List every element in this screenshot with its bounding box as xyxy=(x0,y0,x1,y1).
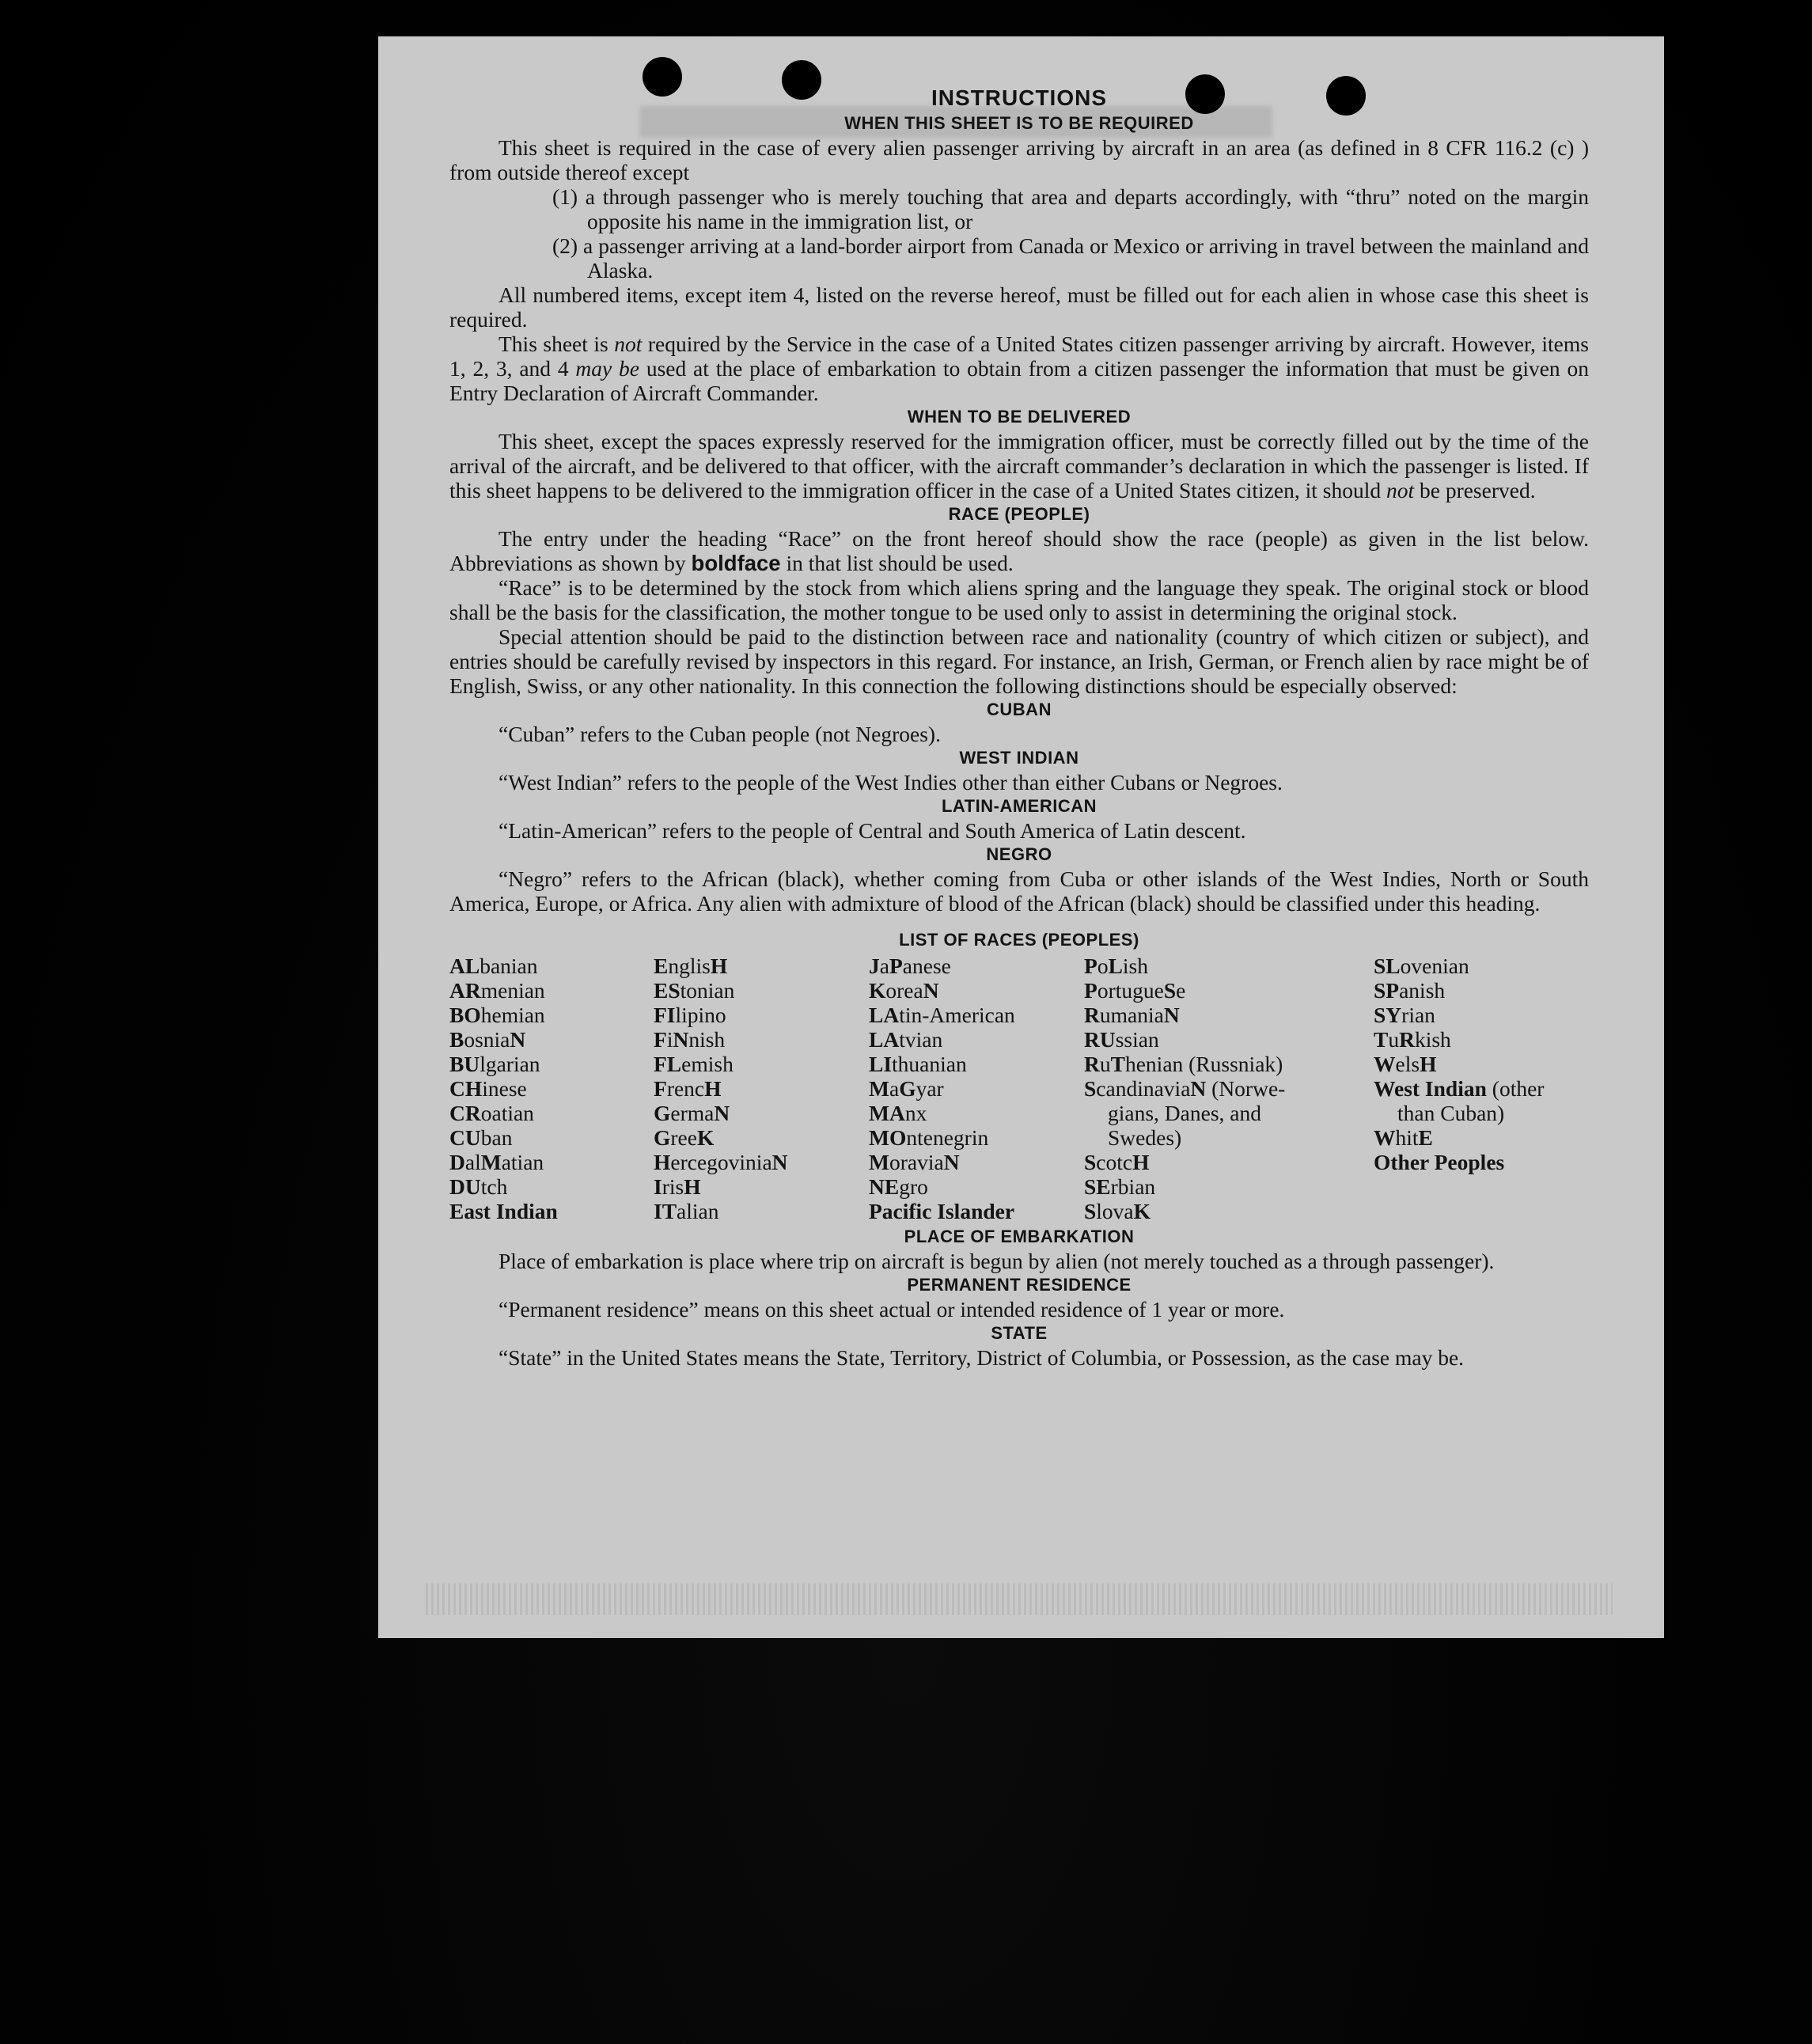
race-name-part: alian xyxy=(677,1199,719,1223)
race-name-part: (other xyxy=(1486,1076,1545,1101)
race-name-part: tvian xyxy=(899,1027,943,1052)
race-abbrev: N xyxy=(771,1150,788,1174)
heading-embarkation: PLACE OF EMBARKATION xyxy=(904,1227,1135,1246)
race-abbrev: F xyxy=(654,1076,667,1101)
text-run: This sheet is xyxy=(498,332,615,356)
race-entry xyxy=(654,1076,869,1101)
race-entry xyxy=(869,1174,1084,1199)
race-entry xyxy=(869,1052,1084,1076)
race-abbrev: M xyxy=(480,1150,502,1174)
race-abbrev: L xyxy=(1108,954,1123,978)
race-entry xyxy=(869,1199,1084,1223)
race-entry xyxy=(1374,1101,1589,1125)
race-name-part: tch xyxy=(480,1174,508,1199)
exception-item-2: (2) a passenger arriving at a land-border airport from Canada or Mexico or arriving in travel between the mainland and Alaska. xyxy=(552,233,1589,283)
race-name-part: rian xyxy=(1401,1003,1435,1027)
race-name-part: banian xyxy=(480,954,538,978)
cuban-text: “Cuban” refers to the Cuban people (not Negroes). xyxy=(498,722,941,746)
race-name-part: anese xyxy=(902,954,951,978)
race-abbrev: CU xyxy=(449,1125,481,1150)
race-abbrev: N xyxy=(714,1101,730,1125)
race-entry xyxy=(1374,954,1589,978)
race-name-part: henian (Russniak) xyxy=(1124,1052,1283,1076)
race-entry xyxy=(1084,1076,1374,1101)
race-abbrev: K xyxy=(869,978,886,1003)
race-name-part: nglis xyxy=(668,954,711,978)
race-abbrev: R xyxy=(1084,1052,1100,1076)
race-entry xyxy=(1084,1150,1374,1174)
heading-permanent-residence: PERMANENT RESIDENCE xyxy=(907,1275,1132,1295)
heading-negro: NEGRO xyxy=(986,844,1052,864)
race-name-part: al xyxy=(464,1150,481,1174)
heading-when-required: WHEN THIS SHEET IS TO BE REQUIRED xyxy=(844,113,1194,133)
heading-latin-american: LATIN-AMERICAN xyxy=(941,796,1097,816)
race-entry xyxy=(869,978,1084,1003)
race-abbrev: MA xyxy=(869,1101,905,1125)
residence-text: “Permanent residence” means on this sheet actual or intended residence of 1 year or more. xyxy=(498,1297,1285,1322)
race-abbrev: G xyxy=(899,1076,916,1101)
race-abbrev: N xyxy=(1190,1076,1207,1101)
instruction-sheet xyxy=(378,36,1664,1638)
when-required-intro: This sheet is required in the case of every alien passenger arriving by aircraft in an area (as defined in 8 CFR 116.2 (c) ) from outside thereof except xyxy=(449,135,1589,184)
race-abbrev: SL xyxy=(1374,954,1401,978)
race-name-part: menian xyxy=(480,978,545,1003)
race-entry xyxy=(1374,1150,1589,1174)
race-abbrev: W xyxy=(1374,1052,1396,1076)
race-name-part: lova xyxy=(1096,1199,1134,1223)
race-entry xyxy=(654,1027,869,1052)
instructions-body xyxy=(449,85,1589,1370)
race-abbrev: H xyxy=(1420,1052,1437,1076)
race-entry xyxy=(869,1101,1084,1125)
race-abbrev: H xyxy=(684,1174,701,1199)
race-abbrev: CR xyxy=(449,1101,481,1125)
race-entry xyxy=(449,1174,654,1199)
race-name-part: cotc xyxy=(1096,1150,1133,1174)
race-name-part: tin-American xyxy=(899,1003,1015,1027)
race-name-part: ntenegrin xyxy=(906,1125,989,1150)
race-name-part: ban xyxy=(480,1125,513,1150)
race-entry xyxy=(869,1003,1084,1027)
race-abbrev: I xyxy=(654,1174,662,1199)
race-abbrev: G xyxy=(654,1125,671,1150)
race-abbrev: RU xyxy=(1084,1027,1116,1052)
race-entry xyxy=(654,1174,869,1199)
heading-when-delivered: WHEN TO BE DELIVERED xyxy=(907,407,1132,427)
race-entry xyxy=(449,1101,654,1125)
race-name-part: ris xyxy=(661,1174,684,1199)
race-name-part: Swedes) xyxy=(1108,1125,1182,1150)
race-entry xyxy=(869,1027,1084,1052)
exception-item-1: (1) a through passenger who is merely touching that area and departs accordingly, with “thru” noted on the margin opposite his name in the immigration list, or xyxy=(552,184,1589,233)
heading-cuban: CUBAN xyxy=(987,700,1052,719)
when-required-para-2: All numbered items, except item 4, listed on the reverse hereof, must be filled out for each alien in whose case this sheet is required. xyxy=(449,283,1589,332)
race-abbrev: LI xyxy=(869,1052,893,1076)
race-entry xyxy=(654,978,869,1003)
race-name-part: thuanian xyxy=(892,1052,967,1076)
race-entry xyxy=(449,1003,654,1027)
race-abbrev: SP xyxy=(1374,978,1400,1003)
text-run: used at the place of embarkation to obtain from a citizen passenger the information that must be given on Entry Declaration of Aircraft Commander. xyxy=(449,356,1589,405)
boldface-word: boldface xyxy=(691,551,781,575)
heading-state: STATE xyxy=(991,1323,1048,1343)
race-abbrev: T xyxy=(1110,1052,1125,1076)
race-name-part: emish xyxy=(681,1052,734,1076)
race-name-part: hemian xyxy=(480,1003,545,1027)
race-abbrev: Pacific Islander xyxy=(869,1199,1015,1223)
race-para-1 xyxy=(449,526,1589,575)
races-column xyxy=(1374,954,1589,1223)
emphasis-not: not xyxy=(1386,478,1415,502)
negro-text: “Negro” refers to the African (black), whether coming from Cuba or other islands of the West Indies, North or South America, Europe, or Africa. Any alien with admixture of blood of the African (black) should be classified under this heading. xyxy=(449,867,1589,916)
race-abbrev: SY xyxy=(1374,1003,1402,1027)
race-abbrev: Other Peoples xyxy=(1374,1150,1505,1174)
race-abbrev: M xyxy=(869,1150,889,1174)
race-entry xyxy=(654,1052,869,1076)
race-abbrev: East Indian xyxy=(449,1199,558,1223)
race-name-part: yar xyxy=(915,1076,944,1101)
race-abbrev: ES xyxy=(654,978,680,1003)
race-abbrev: N xyxy=(923,978,939,1003)
race-abbrev: LA xyxy=(869,1027,900,1052)
when-delivered-text xyxy=(449,429,1589,502)
race-name-part: rbian xyxy=(1110,1174,1156,1199)
race-name-part: (Norwe- xyxy=(1206,1076,1286,1101)
faded-footer-print xyxy=(426,1583,1613,1615)
race-entry xyxy=(1374,978,1589,1003)
race-name-part: gro xyxy=(899,1174,928,1199)
race-entry xyxy=(1084,954,1374,978)
race-name-part: a xyxy=(889,1076,900,1101)
race-name-part: ree xyxy=(670,1125,697,1150)
heading-list-of-races: LIST OF RACES (PEOPLES) xyxy=(899,930,1139,950)
race-name-part: osnia xyxy=(464,1027,510,1052)
race-name-part: ercegovinia xyxy=(670,1150,772,1174)
race-entry xyxy=(1084,1101,1374,1125)
race-name-part: than Cuban) xyxy=(1397,1101,1505,1125)
race-abbrev: P xyxy=(1084,978,1097,1003)
race-name-part: kish xyxy=(1414,1027,1451,1052)
race-entry xyxy=(654,1125,869,1150)
race-abbrev: E xyxy=(654,954,669,978)
race-abbrev: N xyxy=(673,1027,689,1052)
race-abbrev: AL xyxy=(449,954,480,978)
race-entry xyxy=(449,954,654,978)
race-name-part: renc xyxy=(666,1076,705,1101)
race-entry xyxy=(449,978,654,1003)
race-entry xyxy=(449,1027,654,1052)
race-entry xyxy=(1084,1174,1374,1199)
race-abbrev: SE xyxy=(1084,1174,1111,1199)
race-name-part: a xyxy=(879,954,889,978)
race-abbrev: N xyxy=(1163,1003,1180,1027)
races-list xyxy=(449,954,1589,1223)
race-entry xyxy=(654,1199,869,1223)
races-column xyxy=(869,954,1084,1223)
race-abbrev: T xyxy=(1374,1027,1389,1052)
race-abbrev: BU xyxy=(449,1052,480,1076)
race-entry xyxy=(1374,1027,1589,1052)
race-name-part: gians, Danes, and xyxy=(1108,1101,1261,1125)
race-abbrev: FI xyxy=(654,1003,676,1027)
race-entry xyxy=(1084,1052,1374,1076)
race-entry xyxy=(449,1199,654,1223)
race-abbrev: P xyxy=(889,954,903,978)
race-abbrev: AR xyxy=(449,978,481,1003)
race-name-part: hit xyxy=(1395,1125,1419,1150)
race-abbrev: H xyxy=(710,954,728,978)
races-column xyxy=(1084,954,1374,1223)
race-abbrev: S xyxy=(1084,1199,1097,1223)
race-abbrev: N xyxy=(510,1027,526,1052)
race-entry xyxy=(449,1125,654,1150)
race-abbrev: B xyxy=(449,1027,464,1052)
race-name-part: nish xyxy=(688,1027,726,1052)
race-abbrev: K xyxy=(1133,1199,1151,1223)
text-run: be preserved. xyxy=(1414,478,1536,502)
race-abbrev: K xyxy=(696,1125,715,1150)
races-column xyxy=(654,954,869,1223)
race-abbrev: IT xyxy=(654,1199,677,1223)
race-name-part: oatian xyxy=(480,1101,534,1125)
race-abbrev: J xyxy=(869,954,880,978)
race-name-part: candinavia xyxy=(1096,1076,1191,1101)
race-name-part: anish xyxy=(1399,978,1446,1003)
race-abbrev: H xyxy=(654,1150,671,1174)
race-abbrev: MO xyxy=(869,1125,907,1150)
text-run: This sheet, except the spaces expressly reserved for the immigration officer, must be correctly filled out by the time of the arrival of the aircraft, and be delivered to that officer, with the aircraft commander’s declaration in which the passenger is listed. If this sheet happens to be delivered to the immigration officer in the case of a United States citizen, it should xyxy=(449,429,1589,502)
race-name-part: nx xyxy=(904,1101,927,1125)
when-required-para-3 xyxy=(449,332,1589,405)
text-run: The entry under the heading “Race” on the front hereof should show the race (people) as given in the list below. Abbreviations as shown by xyxy=(449,526,1589,575)
race-entry xyxy=(869,954,1084,978)
race-entry xyxy=(1374,1076,1589,1101)
race-name-part: i xyxy=(666,1027,673,1052)
race-abbrev: H xyxy=(704,1076,722,1101)
page-title: INSTRUCTIONS xyxy=(931,85,1107,110)
race-abbrev: S xyxy=(1084,1150,1097,1174)
heading-west-indian: WEST INDIAN xyxy=(959,748,1079,768)
emphasis-not: not xyxy=(614,332,643,356)
race-entry xyxy=(1084,1125,1374,1150)
race-entry xyxy=(1084,1027,1374,1052)
race-abbrev: H xyxy=(1132,1150,1150,1174)
race-entry xyxy=(1374,1125,1589,1150)
race-entry xyxy=(869,1076,1084,1101)
race-name-part: umania xyxy=(1099,1003,1164,1027)
race-name-part: erma xyxy=(670,1101,715,1125)
race-entry xyxy=(1084,978,1374,1003)
race-name-part: o xyxy=(1097,954,1109,978)
race-abbrev: R xyxy=(1084,1003,1100,1027)
race-name-part: tonian xyxy=(680,978,735,1003)
race-abbrev: D xyxy=(449,1150,465,1174)
race-abbrev: R xyxy=(1399,1027,1415,1052)
race-abbrev: P xyxy=(1084,954,1097,978)
race-name-part: atian xyxy=(501,1150,544,1174)
race-abbrev: M xyxy=(869,1076,889,1101)
race-abbrev: W xyxy=(1374,1125,1396,1150)
emphasis-may-be: may be xyxy=(575,356,640,381)
race-name-part: oravia xyxy=(889,1150,944,1174)
embarkation-text: Place of embarkation is place where trip on aircraft is begun by alien (not merely touched as a through passenger). xyxy=(498,1249,1495,1273)
west-indian-text: “West Indian” refers to the people of the West Indies other than either Cubans or Negroes. xyxy=(498,770,1283,794)
race-para-2: “Race” is to be determined by the stock from which aliens spring and the language they speak. The original stock or blood shall be the basis for the classification, the mother tongue to be used only to assist in determining the original stock. xyxy=(449,575,1589,624)
race-entry xyxy=(449,1076,654,1101)
race-entry xyxy=(1084,1199,1374,1223)
race-abbrev: DU xyxy=(449,1174,481,1199)
race-abbrev: S xyxy=(1084,1076,1097,1101)
race-abbrev: LA xyxy=(869,1003,900,1027)
race-abbrev: N xyxy=(943,1150,960,1174)
state-text: “State” in the United States means the State, Territory, District of Columbia, or Possession, as the case may be. xyxy=(498,1345,1465,1370)
races-column xyxy=(449,954,654,1223)
race-entry xyxy=(1374,1003,1589,1027)
race-abbrev: NE xyxy=(869,1174,900,1199)
race-abbrev: G xyxy=(654,1101,671,1125)
race-entry xyxy=(449,1150,654,1174)
race-entry xyxy=(654,1101,869,1125)
race-abbrev: West Indian xyxy=(1374,1076,1487,1101)
race-entry xyxy=(1374,1052,1589,1076)
race-abbrev: BO xyxy=(449,1003,481,1027)
race-name-part: e xyxy=(1176,978,1186,1003)
race-name-part: els xyxy=(1395,1052,1420,1076)
race-name-part: u xyxy=(1099,1052,1111,1076)
text-run: in that list should be used. xyxy=(780,551,1014,575)
race-abbrev: FL xyxy=(654,1052,682,1076)
race-entry xyxy=(869,1150,1084,1174)
race-entry xyxy=(654,954,869,978)
race-abbrev: CH xyxy=(449,1076,483,1101)
race-name-part: inese xyxy=(482,1076,527,1101)
race-name-part: lipino xyxy=(675,1003,726,1027)
race-entry xyxy=(654,1150,869,1174)
race-abbrev: E xyxy=(1418,1125,1433,1150)
race-name-part: lgarian xyxy=(480,1052,540,1076)
race-abbrev: F xyxy=(654,1027,667,1052)
race-entry xyxy=(654,1003,869,1027)
latin-american-text: “Latin-American” refers to the people of Central and South America of Latin descent. xyxy=(498,818,1246,843)
text-run: required by the Service in the case of a United States citizen passenger arriving by aircraft. However, items 1, 2, 3, and 4 xyxy=(449,332,1589,381)
race-entry xyxy=(449,1052,654,1076)
race-para-3: Special attention should be paid to the distinction between race and nationality (country of which citizen or subject), and entries should be carefully revised by inspectors in this regard. For instance, an Irish, German, or French alien by race might be of English, Swiss, or any other nationality. In this connection the following distinctions should be especially observed: xyxy=(449,624,1589,698)
race-entry xyxy=(1084,1003,1374,1027)
race-entry xyxy=(869,1125,1084,1150)
race-abbrev: S xyxy=(1163,978,1177,1003)
race-name-part: orea xyxy=(885,978,923,1003)
race-name-part: u xyxy=(1388,1027,1400,1052)
race-name-part: ovenian xyxy=(1400,954,1469,978)
race-name-part: ortugue xyxy=(1097,978,1164,1003)
heading-race: RACE (PEOPLE) xyxy=(948,504,1090,524)
race-name-part: ssian xyxy=(1115,1027,1159,1052)
race-name-part: ish xyxy=(1122,954,1148,978)
